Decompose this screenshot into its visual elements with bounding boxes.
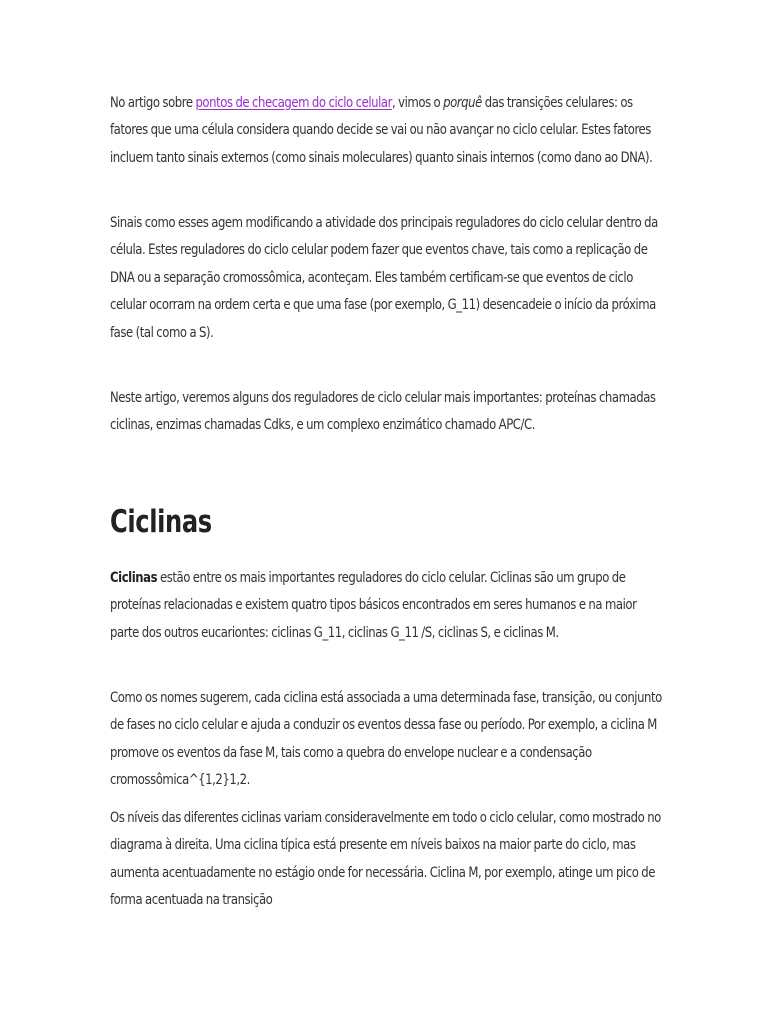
checkpoints-article-link[interactable]: pontos de checagem do ciclo celular: [195, 94, 392, 111]
ciclinas-section: [110, 564, 662, 914]
intro-paragraph-3: Neste artigo, veremos alguns dos reguladores de ciclo celular mais importantes: proteínas chamadas ciclinas, enzimas chamadas Cdks, e um complexo enzimático chamado APC/C.: [110, 389, 656, 434]
ciclinas-paragraph-1: [110, 564, 662, 674]
intro-p1-after: das transições celulares: os fatores que uma célula considera quando decide se vai ou não avançar no ciclo celular. Estes fatores incluem tanto sinais externos (como sinais moleculares) quanto sinais internos (como dano ao DNA).: [110, 94, 653, 166]
section-heading-ciclinas: Ciclinas: [110, 504, 212, 540]
intro-paragraph-2: Sinais como esses agem modificando a atividade dos principais reguladores do ciclo celular dentro da célula. Estes reguladores do ciclo celular podem fazer que eventos chave, tais como a replicação de DNA ou a separação cromossômica, aconteçam. Eles também certificam-se que eventos de ciclo celular ocorram na ordem certa e que uma fase (por exemplo, G_11) desencadeie o início da próxima fase (tal como a S).: [110, 214, 658, 341]
ciclinas-paragraph-3: Os níveis das diferentes ciclinas variam consideravelmente em todo o ciclo celular, como mostrado no diagrama à direita. Uma ciclina típica está presente em níveis baixos na maior parte do ciclo, mas aumenta acentuadamente no estágio onde for necessária. Ciclina M, por exemplo, atinge um pico de forma acentuada na transição: [110, 809, 661, 909]
article-body: [110, 89, 662, 914]
ciclinas-p1-rest: estão entre os mais importantes reguladores do ciclo celular. Ciclinas são um grupo de proteínas relacionadas e existem quatro tipos básicos encontrados em seres humanos e na maior parte dos outros eucariontes: ciclinas G_11, ciclinas G_11 /S, ciclinas S, e ciclinas M.: [110, 569, 637, 641]
intro-p1-italic-word: porquê: [443, 94, 482, 111]
intro-p1-before-link: No artigo sobre: [110, 94, 196, 111]
intro-p1-middle: , vimos o: [391, 94, 444, 111]
intro-paragraph-1: [110, 89, 662, 199]
ciclinas-paragraph-2: Como os nomes sugerem, cada ciclina está associada a uma determinada fase, transição, ou conjunto de fases no ciclo celular e ajuda a conduzir os eventos dessa fase ou período. Por exemplo, a ciclina M promove os eventos da fase M, tais como a quebra do envelope nuclear e a condensação cromossômica^{1,2}1,2.: [110, 689, 662, 789]
ciclinas-bold-term: Ciclinas: [110, 569, 158, 586]
